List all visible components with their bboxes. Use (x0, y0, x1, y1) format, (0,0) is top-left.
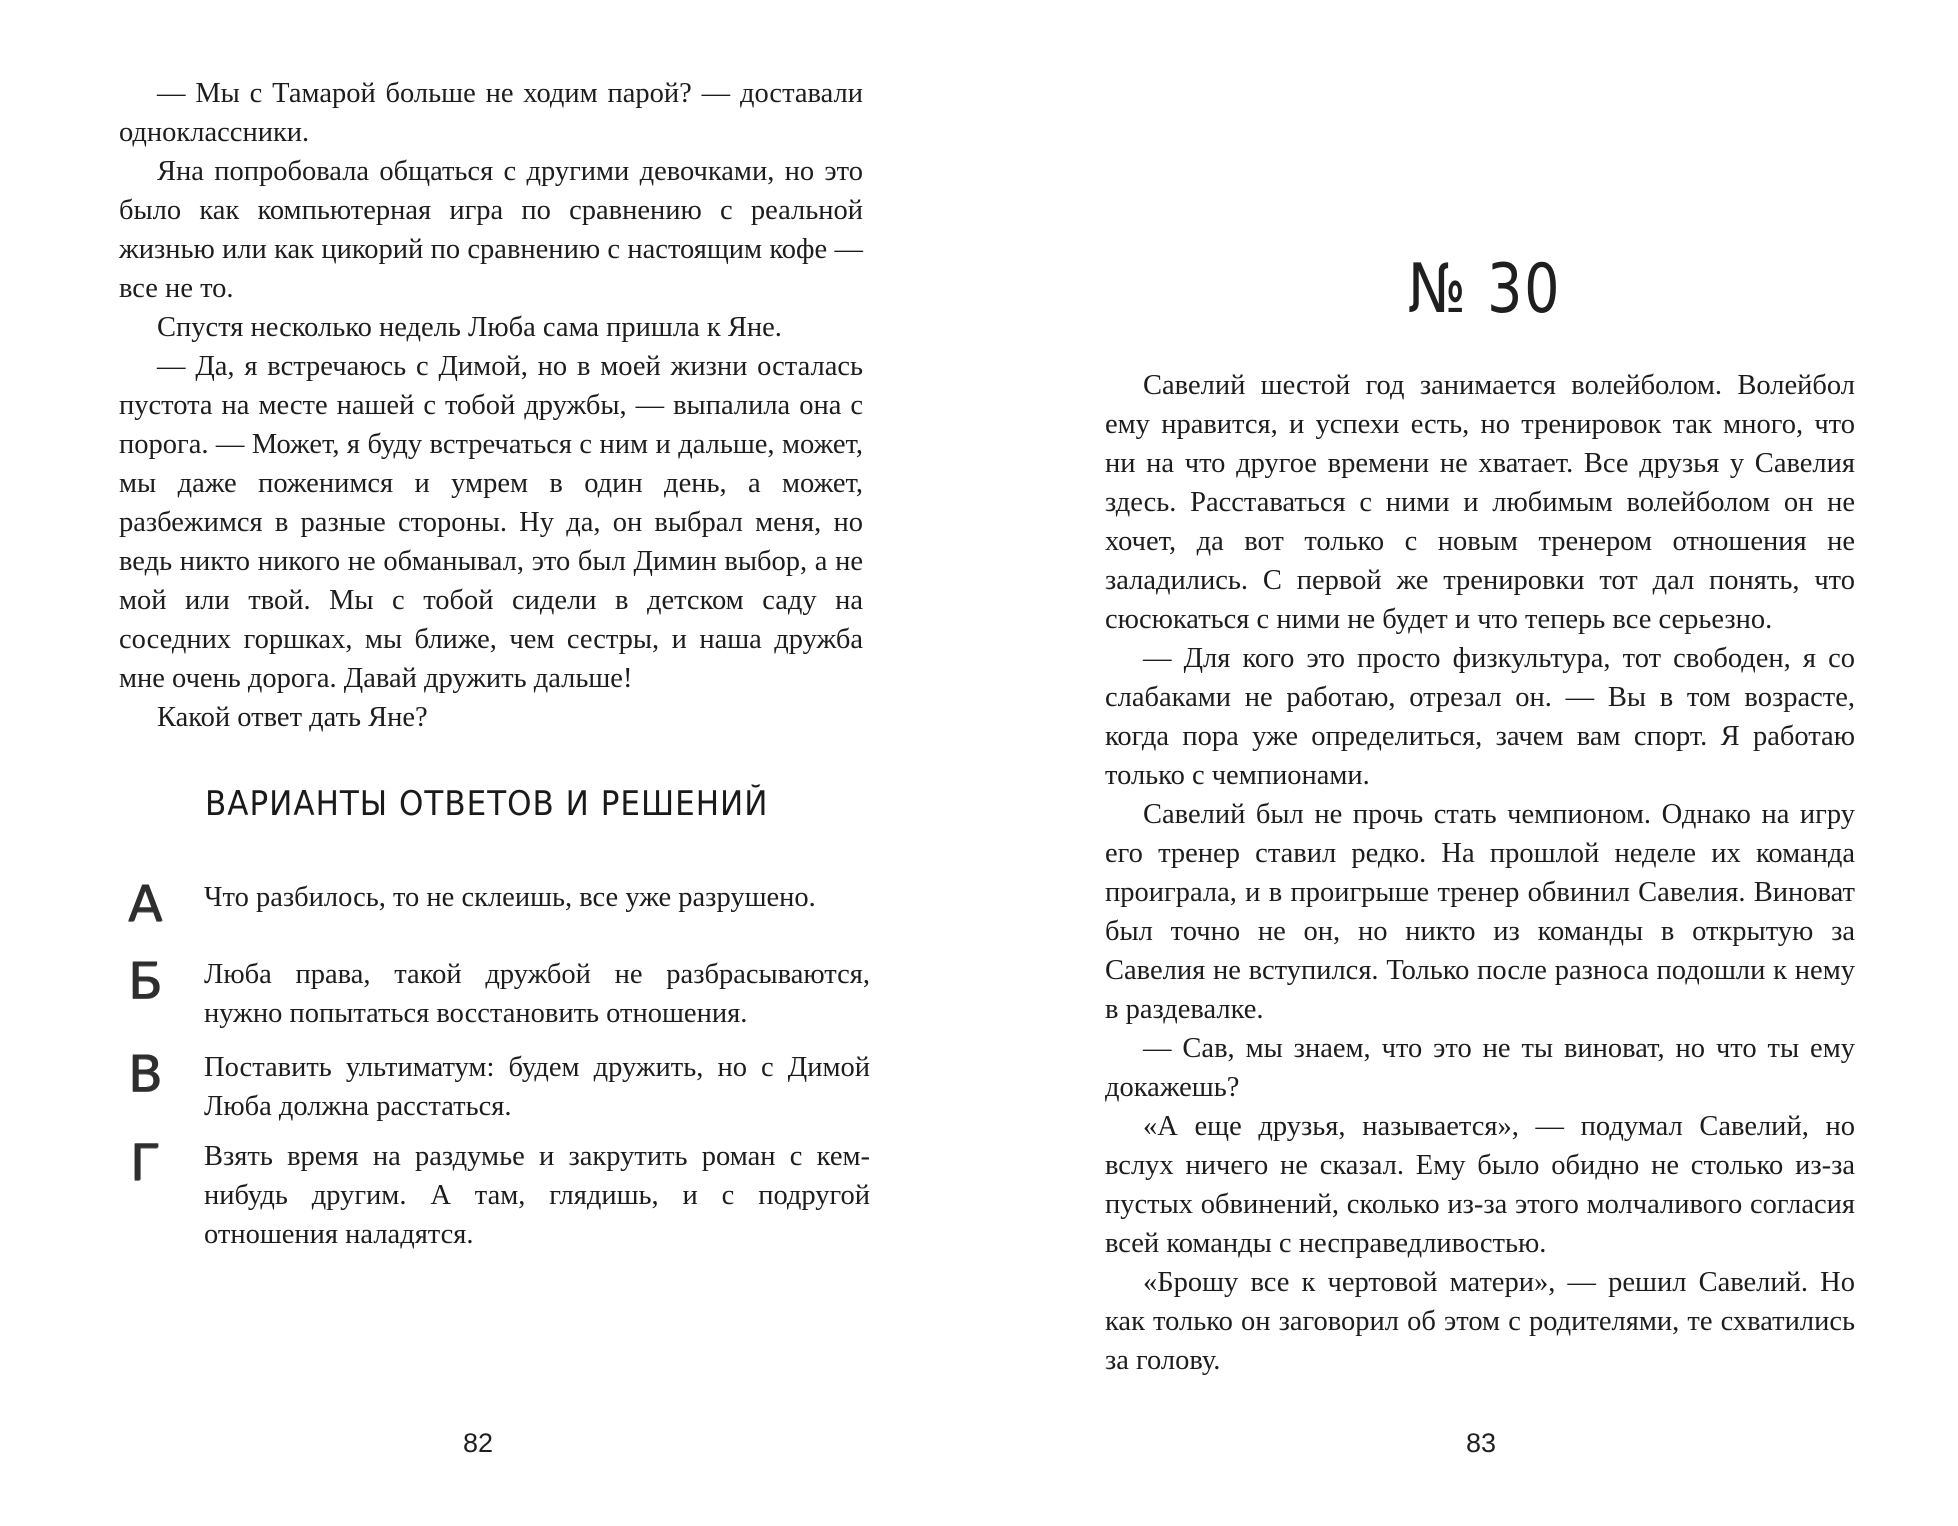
paragraph: — Для кого это просто физкультура, тот свободен, я со слабаками не работаю, отрезал он. — Вы в том возрасте, когда пора уже определиться, зачем вам спорт. Я работаю только с чемпионами. (1105, 643, 1855, 791)
paragraph: «А еще друзья, называется», — подумал Савелий, но вслух ничего не сказал. Ему было обидно не столько из-за пустых обвинений, сколько из-за этого молчаливого согласия всей команды с несправедливостью. (1105, 1111, 1855, 1259)
section-heading: ВАРИАНТЫ ОТВЕТОВ И РЕШЕНИЙ (205, 784, 769, 824)
paragraph: — Мы с Тамарой больше не ходим парой? — доставали одноклассники. (119, 78, 863, 148)
option-text: Что разбилось, то не склеишь, все уже разрушено. (204, 882, 816, 913)
paragraph: Савелий шестой год занимается волейболом. Волейбол ему нравится, и успехи есть, но тренировок так много, что ни на что другое времени не хватает. Все друзья у Савелия здесь. Расставаться с ними и любимым волейболом он не хочет, да вот только с новым тренером отношения не заладились. С первой же тренировки тот дал понять, что сюсюкаться с ними не будет и что теперь все серьезно. (1105, 370, 1855, 635)
page-number-right: 83 (1466, 1428, 1497, 1458)
left-page-text (119, 74, 863, 737)
paragraph: Савелий был не прочь стать чемпионом. Однако на игру его тренер ставил редко. На прошлой неделе их команда проиграла, и в проигрыше тренер обвинил Савелия. Виноват был точно не он, но никто из команды в открытую за Савелия не вступился. Только после разноса подошли к нему в раздевалке. (1105, 799, 1855, 1025)
option-text: Взять время на раздумье и закрутить роман с кем-нибудь другим. А там, глядишь, и с подругой отношения наладятся. (204, 1141, 870, 1250)
option-text: Люба права, такой дружбой не разбрасываются, нужно попытаться восстановить отношения. (204, 959, 870, 1029)
page-number-left: 82 (463, 1428, 494, 1458)
paragraph: Спустя несколько недель Люба сама пришла к Яне. (157, 312, 782, 343)
paragraph: «Брошу все к чертовой матери», — решил Савелий. Но как только он заговорил об этом с родителями, те схватились за голову. (1105, 1267, 1855, 1376)
option-letter: Б (127, 952, 163, 1010)
option-letter: А (127, 875, 163, 933)
right-page-text (1105, 366, 1855, 1380)
chapter-number: № 30 (1408, 250, 1562, 329)
paragraph: Яна попробовала общаться с другими девочками, но это было как компьютерная игра по сравнению с реальной жизнью или как цикорий по сравнению с настоящим кофе — все не то. (119, 156, 863, 304)
option-letter: Г (129, 1134, 161, 1192)
option-letter: В (127, 1045, 163, 1103)
paragraph: — Сав, мы знаем, что это не ты виноват, но что ты ему докажешь? (1105, 1033, 1855, 1103)
option-text: Поставить ультиматум: будем дружить, но с Димой Люба должна расстаться. (204, 1052, 870, 1122)
paragraph: Какой ответ дать Яне? (157, 702, 428, 733)
paragraph: — Да, я встречаюсь с Димой, но в моей жизни осталась пустота на месте нашей с тобой дружбы, — выпалила она с порога. — Может, я буду встречаться с ним и дальше, может, мы даже поженимся и умрем в один день, а может, разбежимся в разные стороны. Ну да, он выбрал меня, но ведь никто никого не обманывал, это был Димин выбор, а не мой или твой. Мы с тобой сидели в детском саду на соседних горшках, мы ближе, чем сестры, и наша дружба мне очень дорога. Давай дружить дальше! (119, 351, 863, 694)
